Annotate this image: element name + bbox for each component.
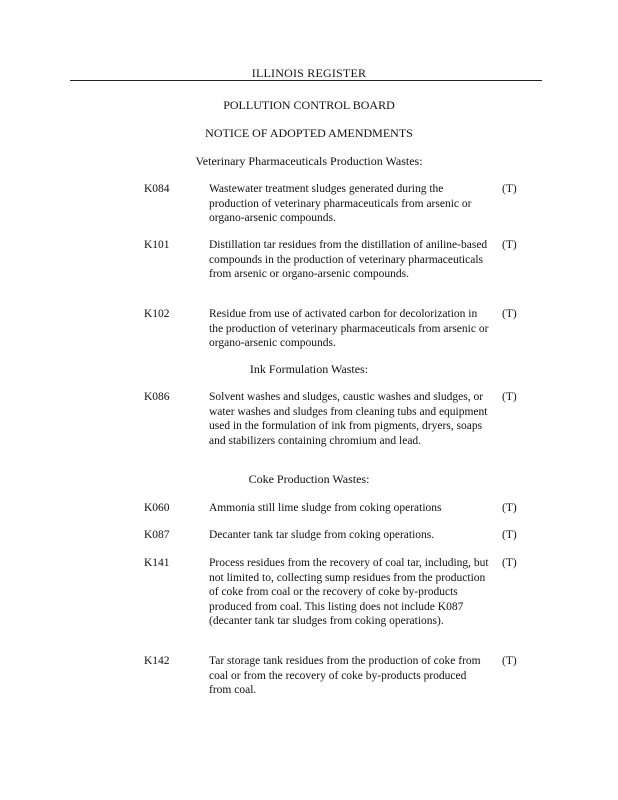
hazard-code: (T) — [502, 308, 517, 320]
section-heading: Ink Formulation Wastes: — [249, 362, 369, 376]
page-header: ILLINOIS REGISTER — [251, 66, 367, 80]
waste-description: Distillation tar residues from the distillation of aniline-based compounds in the production of veterinary pharmaceuticals from arsenic or organo-arsenic compounds. — [209, 239, 488, 280]
waste-code: K060 — [144, 502, 170, 514]
waste-description: Ammonia still lime sludge from coking operations — [209, 502, 442, 514]
waste-description: Wastewater treatment sludges generated during the production of veterinary pharmaceuticals from arsenic or organo-arsenic compounds. — [209, 183, 472, 224]
hazard-code: (T) — [502, 655, 517, 667]
waste-description: Process residues from the recovery of coal tar, including, but not limited to, collecting sump residues from the production of coke from coal or the recovery of coke by-products produced from coal. This listing does not include K087 (decanter tank tar sludges from coking operations). — [209, 557, 489, 627]
waste-code: K141 — [144, 557, 170, 569]
hazard-code: (T) — [502, 239, 517, 251]
waste-code: K086 — [144, 391, 170, 403]
hazard-code: (T) — [502, 557, 517, 569]
notice-title: NOTICE OF ADOPTED AMENDMENTS — [205, 126, 413, 140]
board-name: POLLUTION CONTROL BOARD — [223, 98, 395, 112]
waste-code: K087 — [144, 529, 170, 541]
waste-code: K101 — [144, 239, 170, 251]
waste-description: Tar storage tank residues from the production of coke from coal or from the recovery of coke by-products produced from coal. — [209, 655, 481, 696]
waste-code: K084 — [144, 183, 170, 195]
waste-code: K102 — [144, 308, 170, 320]
hazard-code: (T) — [502, 529, 517, 541]
hazard-code: (T) — [502, 502, 517, 514]
hazard-code: (T) — [502, 391, 517, 403]
waste-description: Solvent washes and sludges, caustic washes and sludges, or water washes and sludges from cleaning tubs and equipment used in the formulation of ink from pigments, dryers, soaps and stabilizers containing chromium and lead. — [209, 391, 488, 447]
hazard-code: (T) — [502, 183, 517, 195]
waste-description: Decanter tank tar sludge from coking operations. — [209, 529, 435, 541]
section-heading: Coke Production Wastes: — [248, 472, 370, 486]
section-heading: Veterinary Pharmaceuticals Production Wastes: — [195, 154, 423, 168]
waste-description: Residue from use of activated carbon for decolorization in the production of veterinary pharmaceuticals from arsenic or organo-arsenic compounds. — [209, 308, 489, 349]
header-rule — [70, 80, 542, 81]
waste-code: K142 — [144, 655, 170, 667]
